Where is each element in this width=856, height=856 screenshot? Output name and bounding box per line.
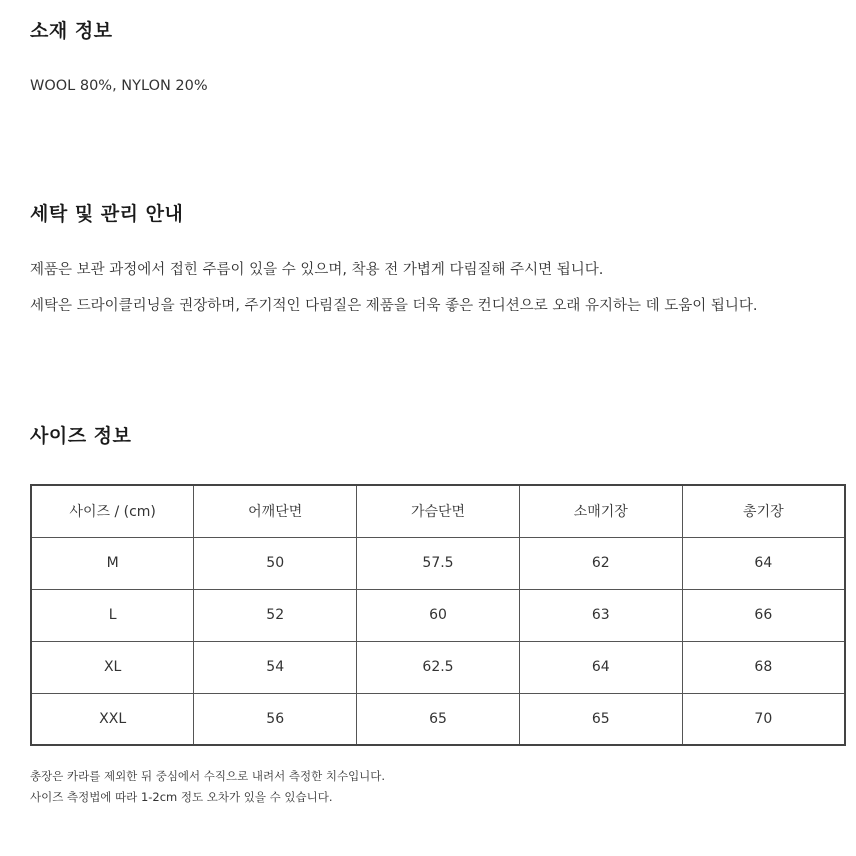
size-heading: 사이즈 정보 <box>30 425 132 447</box>
table-cell: 56 <box>194 693 357 745</box>
table-cell: 62 <box>519 537 682 589</box>
column-header-chest: 가슴단면 <box>357 485 520 537</box>
material-heading: 소재 정보 <box>30 20 113 42</box>
table-cell: 60 <box>357 589 520 641</box>
table-cell: 66 <box>682 589 845 641</box>
measurement-note: 총장은 카라를 제외한 뒤 중심에서 수직으로 내려서 측정한 치수입니다. <box>30 769 386 783</box>
table-row <box>31 589 845 641</box>
column-header-sleeve: 소매기장 <box>519 485 682 537</box>
table-row <box>31 693 845 745</box>
column-header-size: 사이즈 / (cm) <box>31 485 194 537</box>
table-cell: 62.5 <box>357 641 520 693</box>
table-cell: 52 <box>194 589 357 641</box>
table-cell: 70 <box>682 693 845 745</box>
table-cell: 64 <box>519 641 682 693</box>
size-table <box>30 484 846 746</box>
material-composition: WOOL 80%, NYLON 20% <box>30 78 208 94</box>
table-header-row <box>31 485 845 537</box>
care-instruction-line: 제품은 보관 과정에서 접힌 주름이 있을 수 있으며, 착용 전 가볍게 다림질해 주시면 됩니다. <box>30 262 604 278</box>
column-header-length: 총기장 <box>682 485 845 537</box>
table-cell: XXL <box>31 693 194 745</box>
table-cell: 57.5 <box>357 537 520 589</box>
table-cell: 50 <box>194 537 357 589</box>
table-cell: M <box>31 537 194 589</box>
table-row <box>31 537 845 589</box>
measurement-note: 사이즈 측정법에 따라 1-2cm 정도 오차가 있을 수 있습니다. <box>30 790 333 804</box>
table-cell: XL <box>31 641 194 693</box>
table-cell: 64 <box>682 537 845 589</box>
table-cell: 63 <box>519 589 682 641</box>
table-cell: 65 <box>357 693 520 745</box>
care-instruction-line: 세탁은 드라이클리닝을 권장하며, 주기적인 다림질은 제품을 더욱 좋은 컨디션으로 오래 유지하는 데 도움이 됩니다. <box>30 298 758 314</box>
care-heading: 세탁 및 관리 안내 <box>30 203 184 225</box>
table-row <box>31 641 845 693</box>
column-header-shoulder: 어깨단면 <box>194 485 357 537</box>
table-cell: L <box>31 589 194 641</box>
table-cell: 68 <box>682 641 845 693</box>
table-cell: 54 <box>194 641 357 693</box>
table-cell: 65 <box>519 693 682 745</box>
